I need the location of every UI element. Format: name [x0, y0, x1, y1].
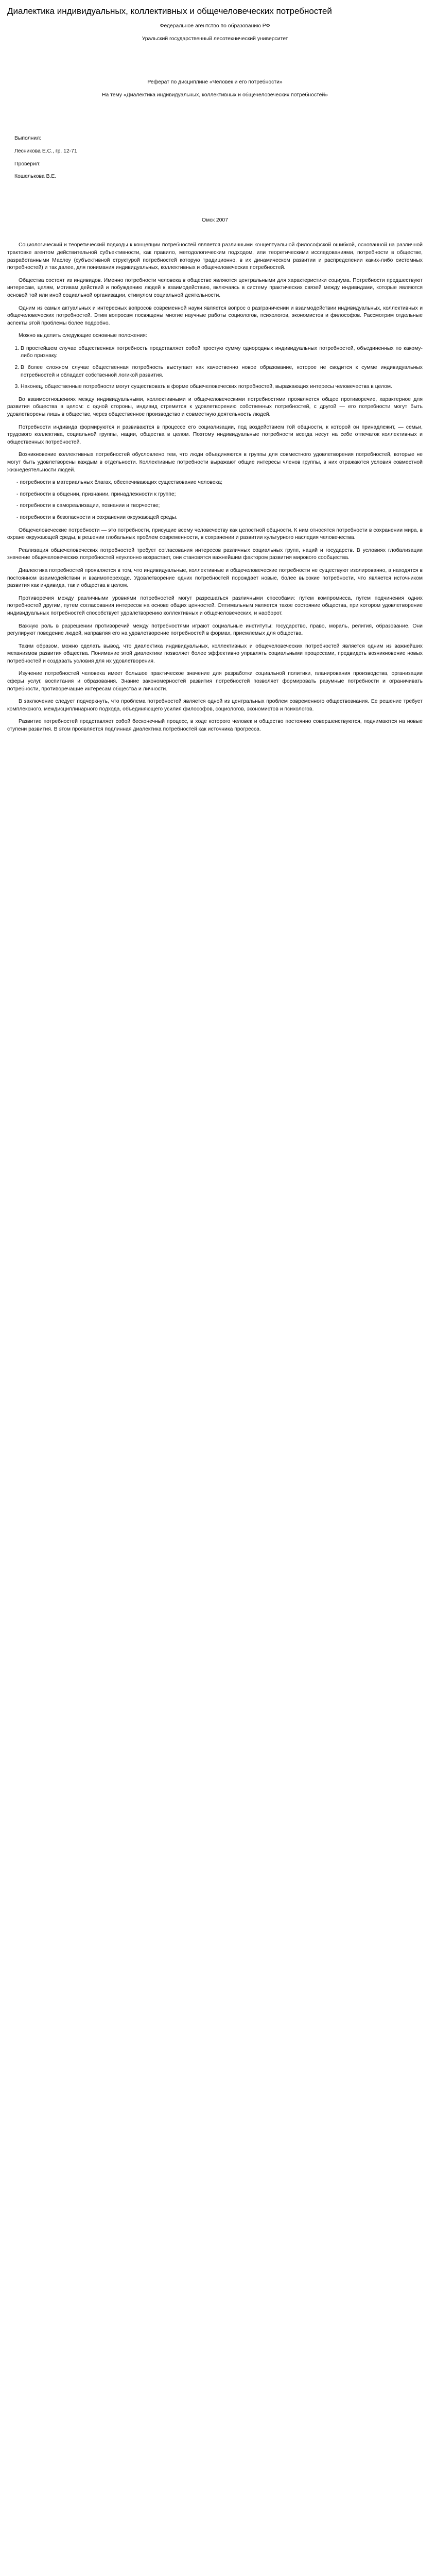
topic: На тему «Диалектика индивидуальных, коллективных и общечеловеческих потребностей» — [101, 92, 328, 98]
list-item: - потребности в общении, признании, принадлежности к группе; — [16, 491, 423, 499]
paragraph: Общечеловеческие потребности — это потребности, присущие всему человечеству как целостной общности. К ним относятся потребности в сохранении мира, в охране окружающей среды, в решении глобальных проблем современности, в сохранении и развитии культурного наследия человечества. — [7, 527, 423, 541]
paragraph: Социологический и теоретический подходы к концепции потребностей является различными концептуальной философской ошибкой, основанной на различной трактовке агентом действительной субъективности, как правило, методологическим подходом, или теоретическими исследованиями, потребности в обществе, разработанными Маслоу (субъективной структурой потребностей которую традиционно, в их динамическом развитии и распределении каких-либо системных потребностей) и так далее, для понимания индивидуальных, коллективных и общечеловеческих потребностей. — [7, 242, 423, 271]
closing-paragraph: В заключение следует подчеркнуть, что проблема потребностей является одной из центральных проблем современного обществознания. Ее решение требует комплексного, междисциплинарного подхода, объединяющего усилия философов, социологов, экономистов и психологов. — [7, 699, 423, 712]
author-line: Кошелькова В.Е. — [14, 174, 57, 180]
numbered-list — [7, 345, 423, 391]
header-line: Федеральное агентство по образованию РФ — [160, 23, 270, 29]
paragraph: Реализация общечеловеческих потребностей требует согласования интересов различных социальных групп, наций и государств. В условиях глобализации значение общечеловеческих потребностей неуклонно возрастает, они становятся важнейшим фактором развития мирового сообщества. — [7, 547, 423, 561]
paragraph: Изучение потребностей человека имеет большое практическое значение для разработки социальной политики, планирования производства, организации сферы услуг, воспитания и образования. Знание закономерностей развития потребностей позволяет формировать разумные потребности и ограничивать потребности, противоречащие интересам общества и личности. — [7, 671, 423, 692]
author-line: Проверил: — [14, 161, 41, 167]
header-line: Уральский государственный лесотехнический университет — [142, 36, 288, 42]
paragraph: Общества состоят из индивидов. Именно потребности человека в обществе являются центральными для характеристики социума. Потребности предшествуют интересам, целям, мотивам действий и побуждению людей к взаимодействию, включаясь в систему практических связей между индивидами, которые являются основой той или иной социальной организации, стимулом социальной деятельности. — [7, 277, 423, 298]
city-year: Омск 2007 — [202, 217, 228, 223]
list-item: 1. В простейшем случае общественная потребность представляет собой простую сумму однородных индивидуальных потребностей, объединенных по какому-либо признаку. — [21, 345, 423, 360]
paragraph: Диалектика потребностей проявляется в том, что индивидуальные, коллективные и общечеловеческие потребности не существуют изолированно, а находятся в постоянном взаимодействии и взаимопереходе. Удовлетворение одних потребностей порождает новые, более высокие потребности, что является источником развития как индивида, так и общества в целом. — [7, 567, 423, 589]
paragraph: Одним из самых актуальных и интересных вопросов современной науки является вопрос о разграничении и взаимодействии индивидуальных, коллективных и общечеловеческих потребностей. Этим вопросам посвящены многие научные работы социологов, психологов, экономистов и философов. Рассмотрим отдельные аспекты этой проблемы более подробно. — [7, 305, 423, 326]
closing-paragraph: Развитие потребностей представляет собой бесконечный процесс, в ходе которого человек и общество постоянно совершенствуются, поднимаются на новые ступени развития. В этом проявляется подлинная диалектика потребностей как источника прогресса. — [7, 719, 423, 733]
list-item: - потребности в самореализации, познании и творчестве; — [16, 502, 423, 510]
page-title: Диалектика индивидуальных, коллективных и общечеловеческих потребностей — [7, 6, 332, 16]
author-line: Выполнил: — [14, 135, 42, 142]
paragraph: Во взаимоотношениях между индивидуальными, коллективными и общечеловеческими потребностями проявляется общее противоречие, характерное для развития общества в целом: с одной стороны, индивид стремится к удовлетворению собственных потребностей, с другой — его потребности могут быть удовлетворены лишь в обществе, через общественное производство и совместную деятельность людей. — [7, 396, 423, 418]
list-intro: Можно выделить следующие основные положения: — [19, 333, 147, 339]
list-item: 3. Наконец, общественные потребности могут существовать в форме общечеловеческих потребностей, выражающих интересы человечества в целом. — [21, 383, 423, 391]
paragraph: Потребности индивида формируются и развиваются в процессе его социализации, под воздействием той общности, к которой он принадлежит, — семьи, трудового коллектива, социальной группы, нации, общества в целом. Поэтому индивидуальные потребности всегда несут на себе отпечаток коллективных и общественных потребностей. — [7, 424, 423, 445]
dash-list — [7, 479, 423, 521]
paragraph: Возникновение коллективных потребностей обусловлено тем, что люди объединяются в группы для совместного удовлетворения потребностей, которые не могут быть удовлетворены каждым в отдельности. Коллективные потребности выражают общие интересы членов группы, в них отражаются условия совместной жизнедеятельности людей. — [7, 452, 423, 473]
list-item: - потребности в безопасности и сохранении окружающей среды. — [16, 514, 423, 522]
paragraph: Таким образом, можно сделать вывод, что диалектика индивидуальных, коллективных и общечеловеческих потребностей является одним из важнейших механизмов развития общества. Понимание этой диалектики позволяет более эффективно управлять социальными процессами, предвидеть возникновение новых потребностей и создавать условия для их удовлетворения. — [7, 643, 423, 664]
doc-type: Реферат по дисциплине «Человек и его потребности» — [147, 79, 283, 86]
paragraph: Противоречия между различными уровнями потребностей могут разрешаться различными способами: путем компромисса, путем подчинения одних потребностей другим, путем согласования интересов на основе общих ценностей. Оптимальным является такое состояние общества, при котором удовлетворение индивидуальных потребностей способствует удовлетворению коллективных и общечеловеческих, и наоборот. — [7, 595, 423, 616]
list-item: - потребности в материальных благах, обеспечивающих существование человека; — [16, 479, 423, 487]
list-item: 2. В более сложном случае общественная потребность выступает как качественно новое образование, которое не сводится к сумме индивидуальных потребностей и обладает собственной логикой развития. — [21, 364, 423, 379]
paragraph: Важную роль в разрешении противоречий между потребностями играют социальные институты: государство, право, мораль, религия, образование. Они регулируют поведение людей, направляя его на удовлетворение потребностей в формах, приемлемых для общества. — [7, 623, 423, 637]
author-line: Лесникова Е.С., гр. 12-71 — [14, 148, 77, 154]
document-body — [7, 23, 423, 734]
